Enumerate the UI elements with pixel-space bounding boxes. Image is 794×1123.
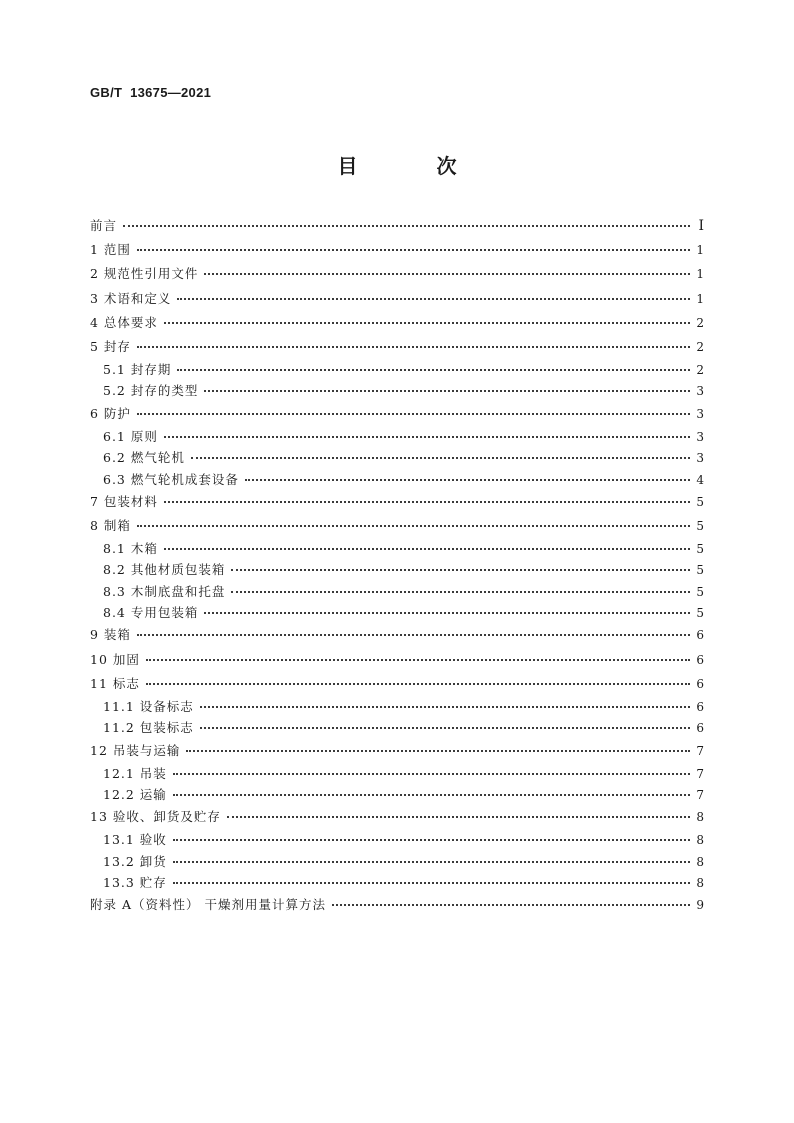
dot-leader [245,477,690,481]
table-of-contents [90,214,704,918]
toc-section-entry[interactable] [90,214,704,238]
toc-entry-title: 6.3 燃气轮机成套设备 [103,471,239,487]
toc-page-number: 6 [696,652,704,667]
toc-section-entry[interactable] [90,893,704,917]
toc-entry-title: 2 规范性引用文件 [90,266,199,282]
toc-page-number: 7 [696,788,704,802]
dot-leader [231,589,690,593]
page-title: 目 次 [337,154,493,178]
toc-page-number: 5 [696,518,704,533]
toc-entry-title: 8.4 专用包装箱 [103,605,199,621]
toc-page-number: 2 [696,363,704,378]
toc-subsection-entry[interactable] [90,538,704,559]
toc-entry-title: 13 验收、卸货及贮存 [90,809,221,825]
toc-page-number: 1 [696,267,704,282]
dot-leader [332,902,690,906]
dot-leader [146,681,690,685]
toc-section-entry[interactable] [90,262,704,286]
dot-leader [164,320,690,324]
toc-entry-title: 7 包装材料 [90,493,158,509]
dot-leader [137,411,690,415]
dot-leader [227,814,690,818]
toc-page-number: 6 [696,628,704,643]
dot-leader [204,610,690,614]
toc-page-number: 8 [696,810,704,825]
toc-page-number: 7 [696,743,704,758]
toc-entry-title: 5 封存 [90,338,131,354]
dot-leader [231,567,690,571]
toc-section-entry[interactable] [90,490,704,514]
toc-entry-title: 前言 [90,218,118,233]
toc-page-number: 8 [696,833,704,848]
toc-page-number: 5 [696,494,704,509]
toc-subsection-entry[interactable] [90,602,704,623]
toc-entry-title: 13.3 贮存 [103,875,167,891]
toc-entry-title: 附录 A（资料性） 干燥剂用量计算方法 [90,897,326,913]
toc-section-entry[interactable] [90,739,704,763]
toc-page-number: 3 [696,384,704,399]
toc-subsection-entry[interactable] [90,784,704,805]
toc-entry-title: 6.2 燃气轮机 [103,450,185,466]
dot-leader [200,704,690,708]
dot-leader [164,546,690,550]
toc-entry-title: 13.2 卸货 [103,853,167,869]
toc-subsection-entry[interactable] [90,380,704,401]
toc-section-entry[interactable] [90,672,704,696]
toc-page-number: 1 [696,243,704,258]
toc-page-number: 6 [696,676,704,691]
dot-leader [173,771,690,775]
dot-leader [173,792,690,796]
toc-subsection-entry[interactable] [90,851,704,872]
toc-entry-title: 8.1 木箱 [103,541,158,557]
toc-section-entry[interactable] [90,805,704,829]
toc-subsection-entry[interactable] [90,469,704,490]
toc-section-entry[interactable] [90,335,704,359]
toc-page-number: 7 [696,766,704,781]
toc-entry-title: 6 防护 [90,405,131,421]
dot-leader [137,523,690,527]
toc-page-number: 3 [696,451,704,466]
dot-leader [137,632,690,636]
toc-entry-title: 11.2 包装标志 [103,720,194,736]
toc-entry-title: 11 标志 [90,675,140,691]
dot-leader [177,296,690,300]
toc-page-number: 3 [696,406,704,421]
toc-subsection-entry[interactable] [90,763,704,784]
toc-subsection-entry[interactable] [90,559,704,580]
toc-page-number: 5 [696,542,704,557]
toc-entry-title: 6.1 原则 [103,428,158,444]
toc-page-number: 4 [696,472,704,487]
toc-page-number: 5 [696,606,704,621]
toc-entry-title: 12.1 吊装 [103,765,167,781]
dot-leader [137,247,690,251]
toc-entry-title: 1 范围 [90,242,131,258]
toc-page-number: 5 [696,584,704,599]
toc-section-entry[interactable] [90,623,704,647]
dot-leader [173,859,690,863]
toc-entry-title: 5.1 封存期 [103,362,172,378]
dot-leader [177,367,690,371]
toc-entry-title: 11.1 设备标志 [103,698,194,714]
dot-leader [137,344,690,348]
toc-page-number: 1 [696,291,704,306]
toc-subsection-entry[interactable] [90,696,704,717]
dot-leader [200,725,690,729]
toc-entry-title: 10 加固 [90,651,140,667]
dot-leader [173,837,690,841]
toc-section-entry[interactable] [90,311,704,335]
toc-entry-title: 13.1 验收 [103,832,167,848]
toc-page-number: 3 [696,429,704,444]
toc-page-number: 2 [696,315,704,330]
toc-page-number: 9 [696,898,704,913]
dot-leader [146,657,690,661]
dot-leader [164,434,690,438]
toc-page-number: 8 [696,854,704,869]
dot-leader [204,388,690,392]
toc-subsection-entry[interactable] [90,717,704,738]
toc-entry-title: 5.2 封存的类型 [103,383,199,399]
dot-leader [173,880,690,884]
dot-leader [204,271,690,275]
toc-section-entry[interactable] [90,648,704,672]
toc-section-entry[interactable] [90,287,704,311]
toc-section-entry[interactable] [90,238,704,262]
toc-subsection-entry[interactable] [90,829,704,850]
toc-page-number: 8 [696,876,704,891]
toc-subsection-entry[interactable] [90,872,704,893]
toc-subsection-entry[interactable] [90,426,704,447]
toc-subsection-entry[interactable] [90,359,704,380]
toc-section-entry[interactable] [90,402,704,426]
dot-leader [191,455,690,459]
toc-page-number: 2 [696,339,704,354]
dot-leader [186,748,690,752]
toc-entry-title: 3 术语和定义 [90,290,172,306]
toc-subsection-entry[interactable] [90,447,704,468]
toc-subsection-entry[interactable] [90,581,704,602]
toc-page-number: 6 [696,721,704,736]
dot-leader [123,223,690,227]
dot-leader [164,499,690,503]
toc-entry-title: 4 总体要求 [90,314,158,330]
toc-entry-title: 8 制箱 [90,517,131,533]
toc-page-number: Ⅰ [698,218,704,234]
toc-entry-title: 12 吊装与运输 [90,742,181,758]
toc-section-entry[interactable] [90,514,704,538]
toc-page-number: 6 [696,699,704,714]
toc-entry-title: 8.3 木制底盘和托盘 [103,583,226,599]
toc-entry-title: 8.2 其他材质包装箱 [103,562,226,578]
toc-page-number: 5 [696,563,704,578]
toc-entry-title: 9 装箱 [90,627,131,643]
toc-entry-title: 12.2 运输 [103,787,167,802]
standard-code: GB/T 13675—2021 [90,85,212,100]
